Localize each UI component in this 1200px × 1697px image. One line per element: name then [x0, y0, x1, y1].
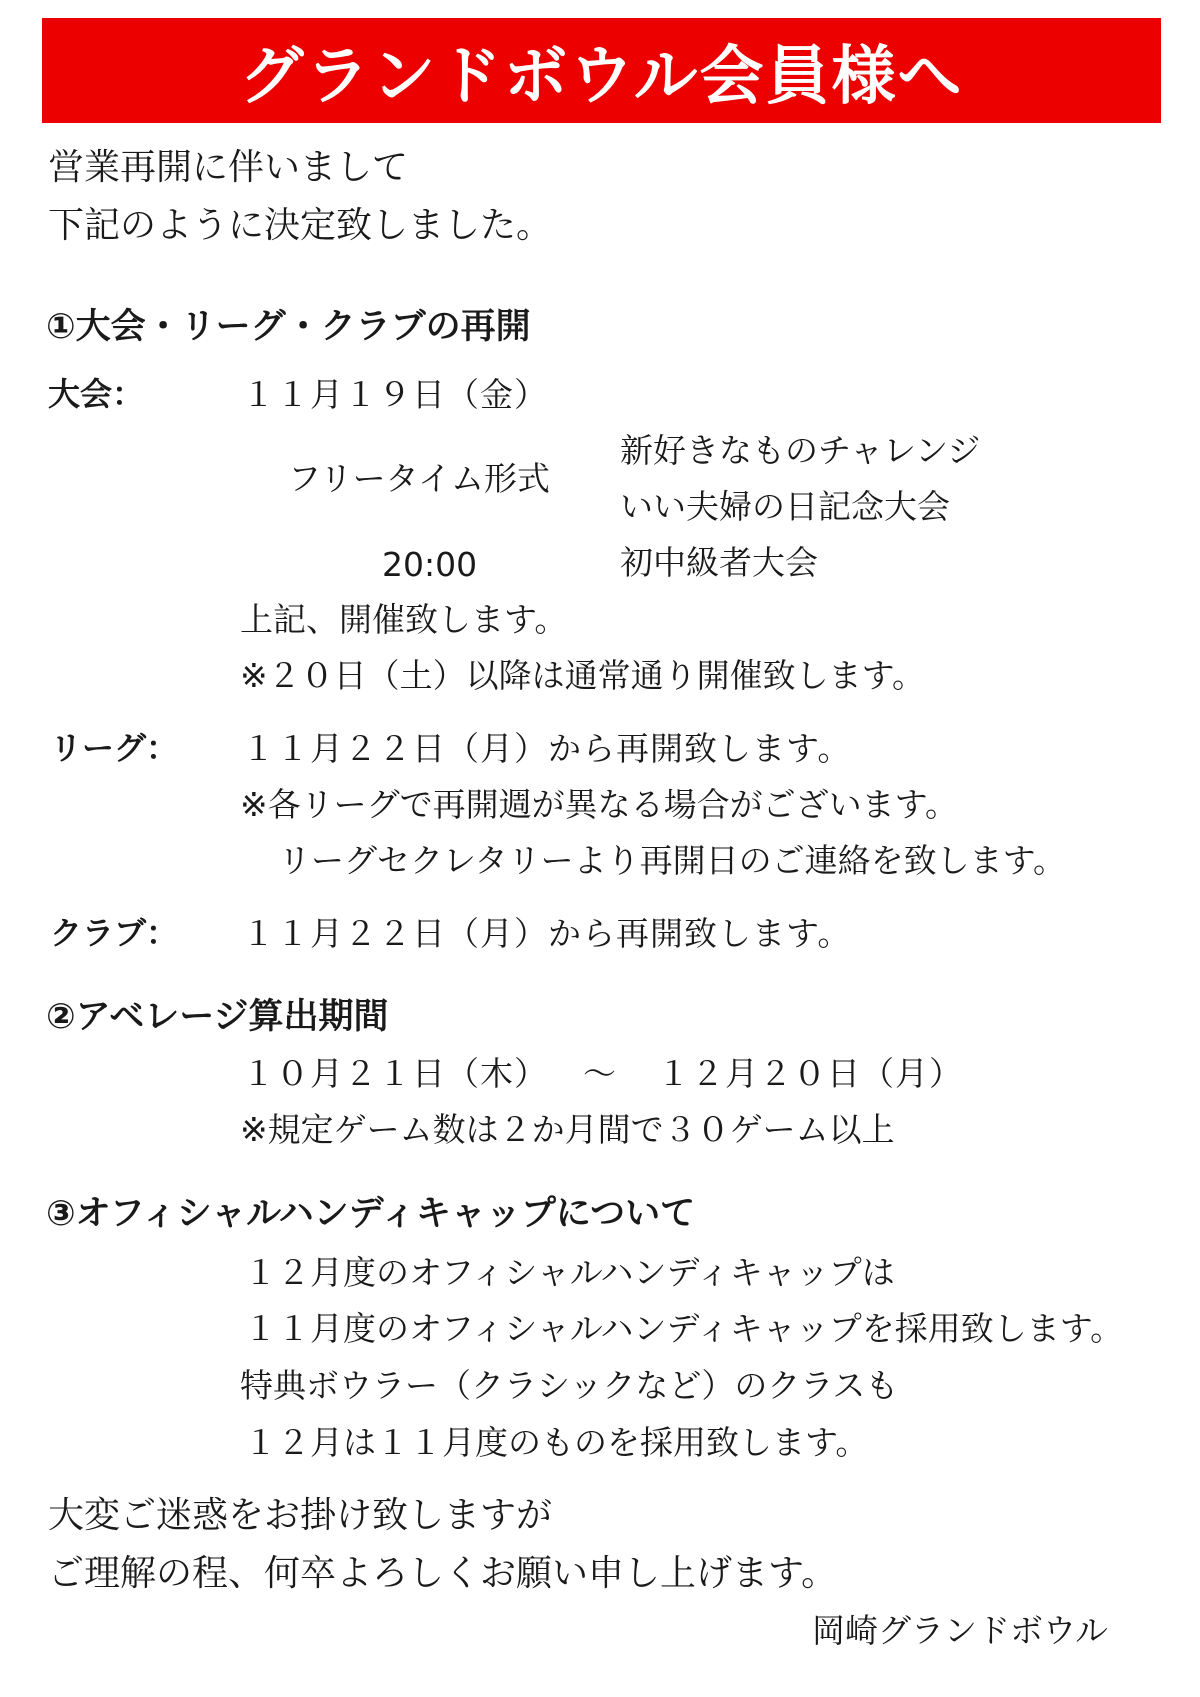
- section-1-heading: ①大会・リーグ・クラブの再開: [46, 307, 531, 347]
- club-label: クラブ：: [50, 914, 179, 952]
- average-note: ※規定ゲーム数は２か月間で３０ゲーム以上: [240, 1110, 895, 1149]
- closing-line-1: 大変ご迷惑をお掛け致しますが: [48, 1495, 553, 1536]
- signature: 岡崎グランドボウル: [812, 1611, 1109, 1650]
- average-period-start: １０月２１日（木）: [242, 1054, 548, 1093]
- closing-line-2: ご理解の程、何卒よろしくお願い申し上げます。: [48, 1553, 838, 1594]
- section-3-heading: ③オフィシャルハンディキャップについて: [46, 1194, 696, 1234]
- taikai-event-1: 新好きなものチャレンジ: [620, 431, 981, 470]
- taikai-label: 大会：: [48, 375, 145, 413]
- league-label: リーグ：: [50, 729, 179, 767]
- taikai-date: １１月１９日（金）: [242, 375, 548, 414]
- handicap-line-3: 特典ボウラー（クラシックなど）のクラスも: [240, 1366, 899, 1405]
- league-note-1: ※各リーグで再開週が異なる場合がございます。: [240, 785, 959, 824]
- taikai-event-2: いい夫婦の日記念大会: [620, 487, 950, 526]
- title-banner: [42, 18, 1161, 123]
- league-note-2: リーグセクレタリーより再開日のご連絡を致します。: [278, 841, 1067, 880]
- club-date: １１月２２日（月）から再開致します。: [242, 914, 852, 953]
- taikai-note-1: 上記、開催致します。: [240, 600, 568, 639]
- section-2-heading: ②アベレージ算出期間: [46, 997, 389, 1037]
- taikai-time: 20:00: [382, 545, 478, 584]
- average-period-tilde: ～: [583, 1054, 616, 1093]
- page-title: グランドボウル会員様へ: [239, 39, 964, 114]
- taikai-event-3: 初中級者大会: [620, 543, 818, 582]
- handicap-line-2: １１月度のオフィシャルハンディキャップを採用致します。: [244, 1309, 1124, 1348]
- handicap-line-1: １２月度のオフィシャルハンディキャップは: [244, 1253, 895, 1292]
- handicap-line-4: １２月は１１月度のものを採用致します。: [244, 1423, 869, 1462]
- taikai-note-2: ※２０日（土）以降は通常通り開催致します。: [240, 656, 926, 695]
- intro-line-2: 下記のように決定致しました。: [48, 205, 553, 246]
- taikai-format: フリータイム形式: [288, 459, 551, 498]
- average-period-end: １２月２０日（月）: [657, 1054, 963, 1093]
- league-date: １１月２２日（月）から再開致します。: [242, 729, 852, 768]
- intro-line-1: 営業再開に伴いまして: [48, 147, 409, 188]
